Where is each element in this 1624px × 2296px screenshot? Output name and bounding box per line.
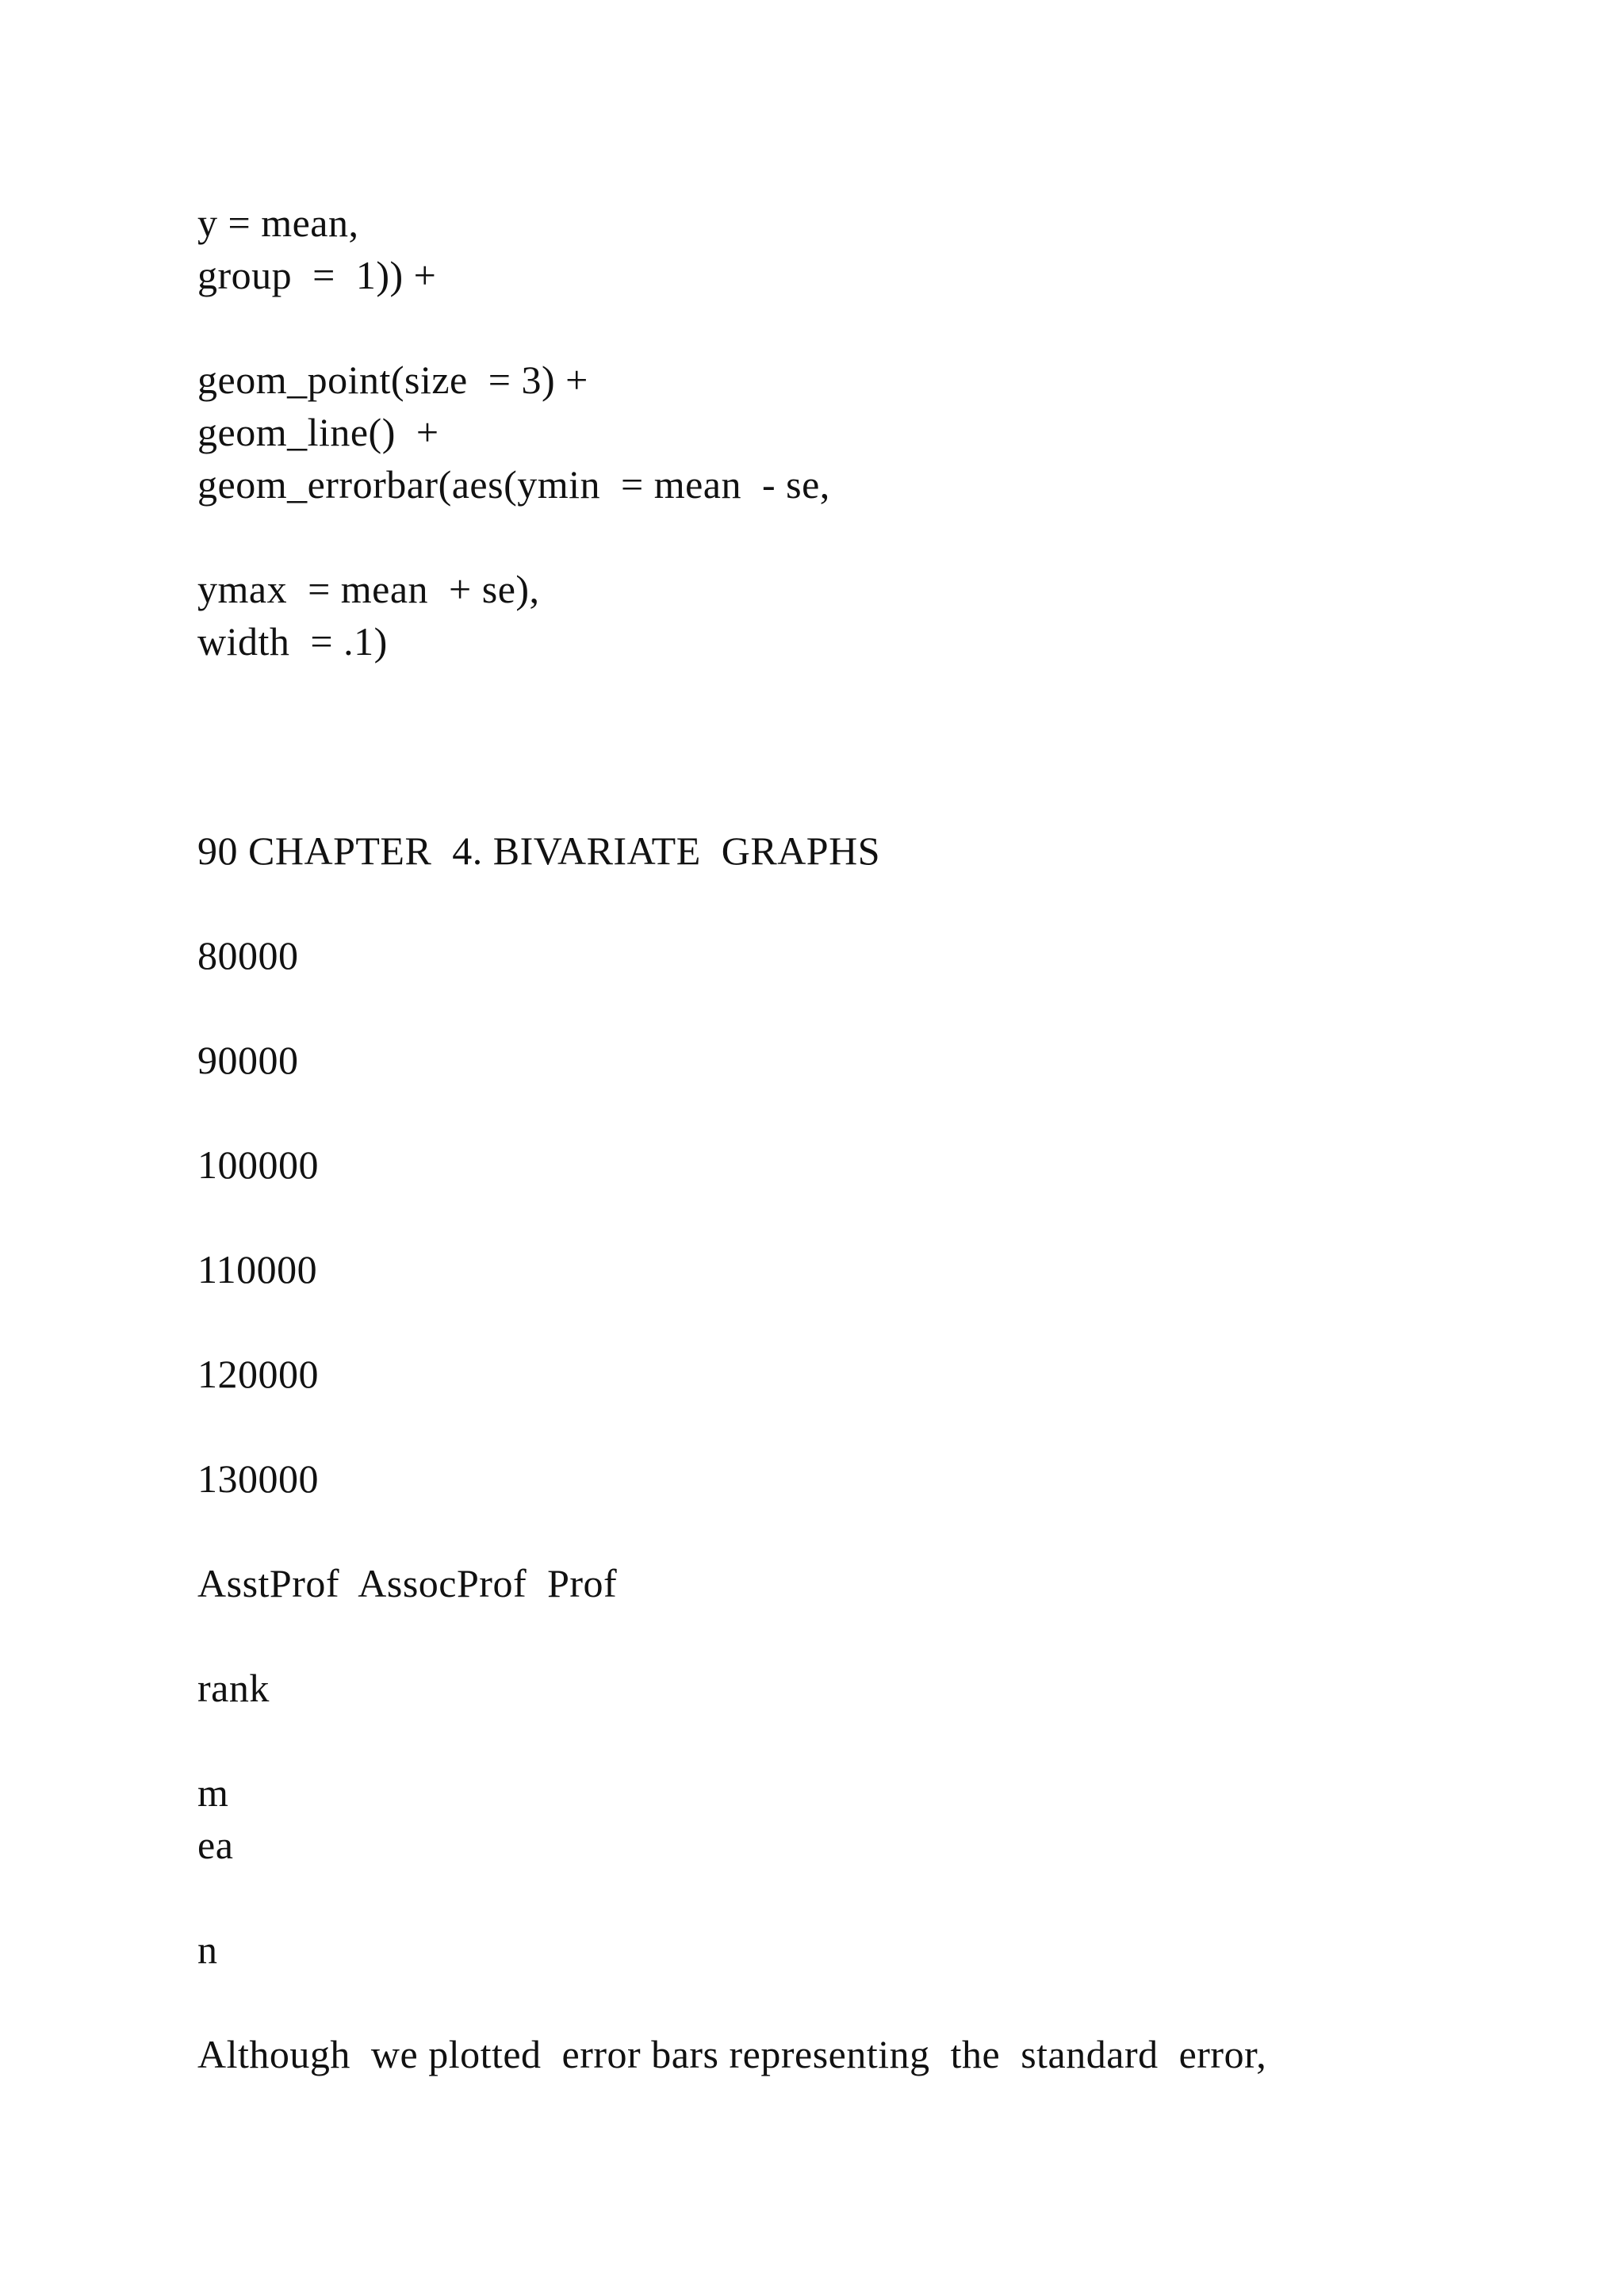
x-axis-label: rank: [197, 1666, 270, 1710]
x-tick-labels: AsstProf AssocProf Prof: [197, 1561, 618, 1605]
running-header: 90 CHAPTER 4. BIVARIATE GRAPHS: [197, 828, 881, 873]
y-axis-label-fragment: m: [197, 1770, 229, 1815]
y-tick-label: 130000: [197, 1456, 319, 1501]
code-line: geom_errorbar(aes(ymin = mean - se,: [197, 462, 830, 507]
y-axis-label-fragment: ea: [197, 1823, 234, 1867]
y-tick-label: 120000: [197, 1352, 319, 1396]
y-tick-label: 80000: [197, 933, 299, 978]
code-line: y = mean,: [197, 201, 359, 245]
code-line: geom_point(size = 3) +: [197, 358, 588, 402]
code-line: ymax = mean + se),: [197, 567, 540, 611]
body-paragraph: Although we plotted error bars representing the standard error,: [197, 2032, 1267, 2076]
code-line: width = .1): [197, 619, 388, 664]
y-tick-label: 100000: [197, 1142, 319, 1187]
code-line: geom_line() +: [197, 410, 439, 454]
code-line: group = 1)) +: [197, 253, 437, 297]
y-tick-label: 110000: [197, 1247, 318, 1292]
y-axis-label-fragment: n: [197, 1927, 218, 1972]
y-tick-label: 90000: [197, 1038, 299, 1082]
